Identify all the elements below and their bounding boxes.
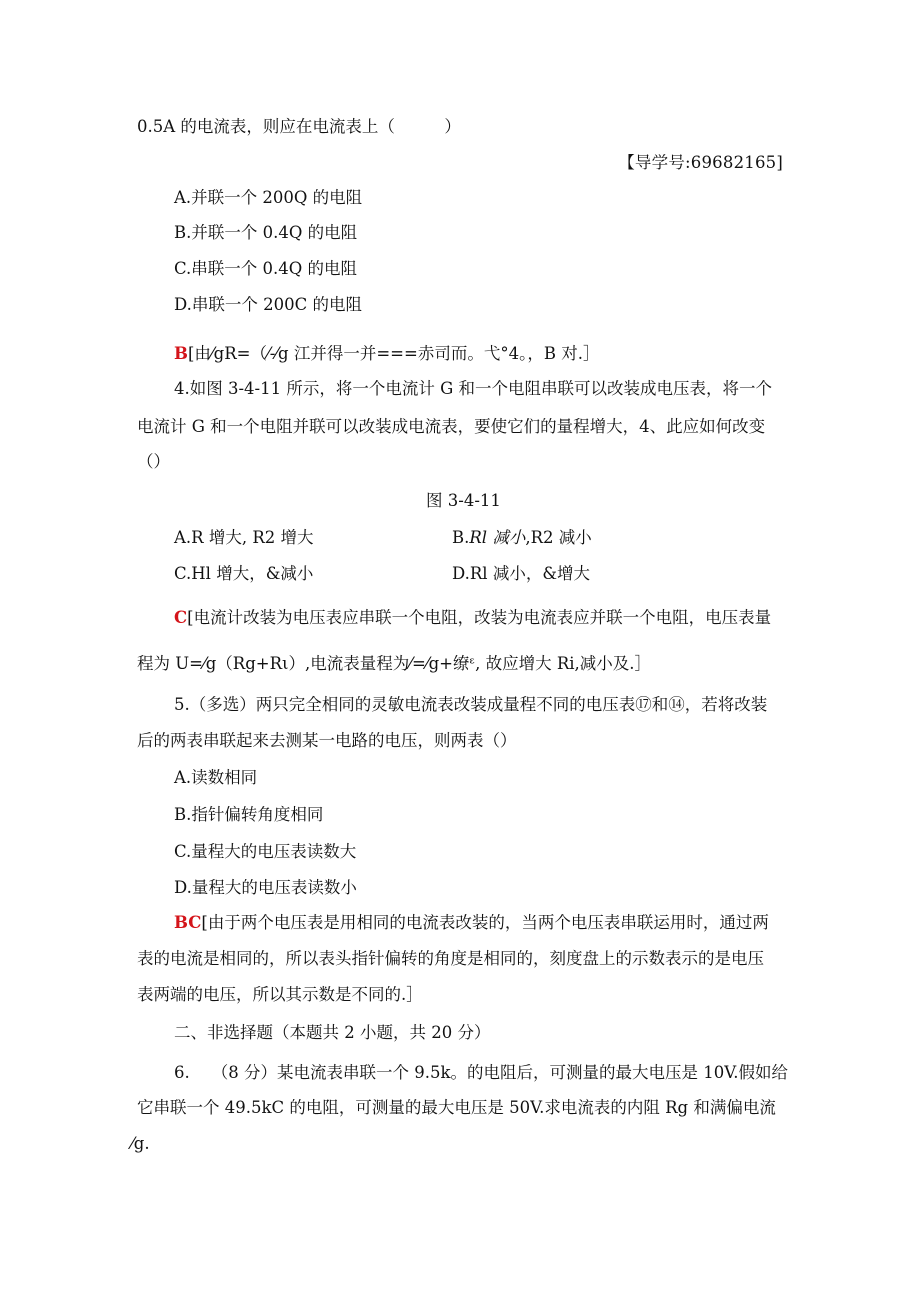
q4-answer-letter: C bbox=[174, 608, 188, 627]
q5-answer-line-1: [由于两个电压表是用相同的电流表改装的，当两个电压表串联运用时，通过两 bbox=[201, 913, 769, 932]
q4-stem-line-2: 电流计 G 和一个电阻并联可以改装成电流表，要使它们的量程增大，4、此应如何改变 bbox=[137, 417, 766, 436]
q5-answer bbox=[174, 912, 769, 934]
q5-option-a: A.读数相同 bbox=[174, 768, 258, 787]
q3-option-a: A.并联一个 200Q 的电阻 bbox=[174, 188, 363, 207]
figure-caption: 图 3-4-11 bbox=[426, 491, 501, 510]
q3-option-c: C.串联一个 0.4Q 的电阻 bbox=[174, 259, 358, 278]
q6-stem-text: （8 分）某电流表串联一个 9.5k。的电阻后，可测量的最大电压是 10V.假如给 bbox=[211, 1063, 788, 1082]
q4-answer-line-1: [电流计改装为电压表应串联一个电阻，改装为电流表应并联一个电阻，电压表量 bbox=[187, 608, 772, 627]
section-title: 二、非选择题（本题共 2 小题，共 20 分） bbox=[174, 1023, 491, 1042]
q5-option-d: D.量程大的电压表读数小 bbox=[174, 878, 357, 897]
q4-answer-line-2: 程为 U=⁄g（Rg+Rι）,电流表量程为⁄=⁄g+缭ᵋ, 故应增大 Ri,减小及.］ bbox=[137, 654, 652, 673]
q5-stem-line-2: 后的两表串联起来去测某一电路的电压，则两表（） bbox=[137, 731, 517, 750]
q6-number: 6. bbox=[174, 1063, 190, 1082]
q6-stem-line-1 bbox=[174, 1062, 788, 1084]
q3-stem-tail: 0.5A 的电流表，则应在电流表上（ ） bbox=[137, 117, 461, 136]
q4-option-b-suffix: ,R2 减小 bbox=[525, 528, 592, 547]
q5-answer-line-3: 表两端的电压，所以其示数是不同的.］ bbox=[137, 985, 423, 1004]
q5-answer-letter: BC bbox=[174, 913, 202, 932]
q4-option-b-italic: Rl 减小 bbox=[469, 528, 526, 547]
q6-stem-line-2: 它串联一个 49.5kC 的电阻，可测量的最大电压是 50V.求电流表的内阻 Rg 和满偏电流 bbox=[137, 1098, 776, 1117]
q3-answer-text: [由⁄gR=（⁄-⁄g 江并得一并===赤司而。弋°4。，B 对.］ bbox=[187, 344, 600, 363]
q3-option-d: D.串联一个 200C 的电阻 bbox=[174, 295, 362, 314]
q4-stem-line-1: 4.如图 3-4-11 所示，将一个电流计 G 和一个电阻串联可以改装成电压表，将一个 bbox=[174, 379, 773, 398]
q3-answer-letter: B bbox=[174, 344, 188, 363]
q3-option-b: B.并联一个 0.4Q 的电阻 bbox=[174, 223, 358, 242]
q4-option-d: D.Rl 减小，&增大 bbox=[452, 564, 591, 583]
q5-option-c: C.量程大的电压表读数大 bbox=[174, 842, 357, 861]
q5-stem-line-1: 5.（多选）两只完全相同的灵敏电流表改装成量程不同的电压表⑰和⑭，若将改装 bbox=[174, 695, 768, 714]
q4-option-c: C.Hl 增大，&减小 bbox=[174, 564, 314, 583]
guide-number: 【导学号:69682165] bbox=[618, 153, 783, 172]
q6-stem-line-3: ⁄g. bbox=[131, 1134, 150, 1153]
q4-option-b bbox=[452, 527, 592, 549]
q4-option-b-prefix: B. bbox=[452, 528, 470, 547]
q5-option-b: B.指针偏转角度相同 bbox=[174, 805, 324, 824]
q4-answer bbox=[174, 607, 771, 629]
q4-option-a: A.R 增大, R2 增大 bbox=[174, 528, 314, 547]
q4-stem-line-3: （） bbox=[137, 452, 170, 471]
q5-answer-line-2: 表的电流是相同的，所以表头指针偏转的角度是相同的，刻度盘上的示数表示的是电压 bbox=[137, 949, 764, 968]
q3-answer bbox=[174, 343, 599, 365]
